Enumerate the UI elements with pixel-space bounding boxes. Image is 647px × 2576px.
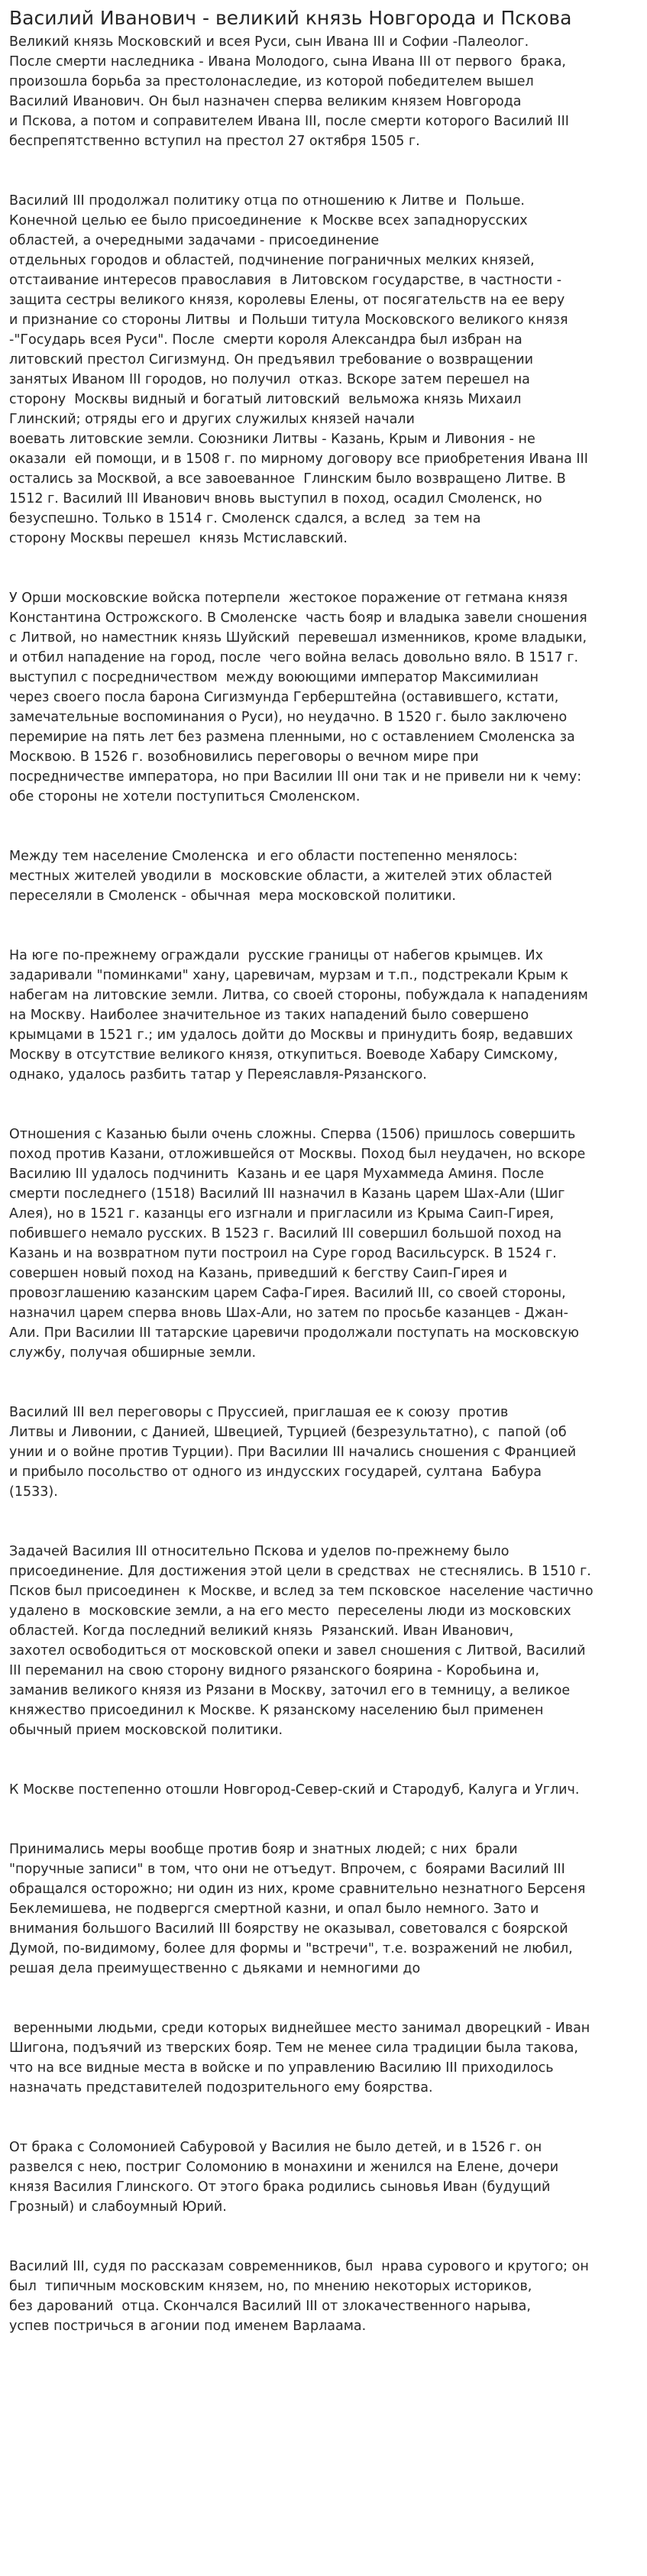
paragraph-marriage: От брака с Соломонией Сабуровой у Василия не было детей, и в 1526 г. он развелся с нею, постриг Соломонию в монахини и женился на Елене, дочери князя Василия Глинского. От этого брака родились сыновья Иван (будущий Грозный) и слабоумный Юрий. — [9, 2140, 559, 2215]
paragraph-gap — [9, 151, 626, 191]
paragraph-character-death: Василий III, судя по рассказам современников, был нрава сурового и крутого; он был типичным московским князем, но, по мнению некоторых историков, без дарований отца. Скончался Василий III от злокачественного нарыва, успев постричься в агонии под именем Варлаама. — [9, 2259, 589, 2334]
paragraph-gap — [9, 1800, 626, 1840]
paragraph-gap — [9, 549, 626, 588]
paragraph-gap — [9, 2217, 626, 2257]
paragraph-gap — [9, 1740, 626, 1780]
paragraph-accession: Великий князь Московский и всея Руси, сын Ивана III и Софии -Палеолог. После смерти наследника - Ивана Молодого, сына Ивана III от первого брака, произошла борьба за престолонаследие, из которой победителем вышел Василий Иванович. Он был назначен сперва великим князем Новгорода и Пскова, а потом и соправителем Ивана III, после смерти которого Василий III беспрепятственно вступил на престол 27 октября 1505 г. — [9, 34, 569, 149]
paragraph-kazan: Отношения с Казанью были очень сложны. Сперва (1506) пришлось совершить поход против Казани, отложившейся от Москвы. Поход был неудачен, но вскоре Василию III удалось подчинить Казань и ее царя Мухаммеда Аминя. После смерти последнего (1518) Василий III назначил в Казань царем Шах-Али (Шиг Алея), но в 1521 г. казанцы его изгнали и пригласили из Крыма Саип-Гирея, побившего немало русских. В 1523 г. Василий III совершил большой поход на Казань и на возвратном пути построил на Суре город Васильсурск. В 1524 г. совершен новый поход на Казань, приведший к бегству Саип-Гирея и провозглашению казанским царем Сафа-Гирея. Василий III, со своей стороны, назначил царем сперва вновь Шах-Али, но затем по просьбе казанцев - Джан- Али. При Василии III татарские царевичи продолжали поступать на московскую службу, получая обширные земли. — [9, 1127, 586, 1361]
paragraph-orsha: У Орши московские войска потерпели жестокое поражение от гетмана князя Константина Острожского. В Смоленске часть бояр и владыка завели сношения с Литвой, но наместник князь Шуйский перевешал изменников, кроме владыки, и отбил нападение на город, после чего война велась довольно вяло. В 1517 г. выступил с посредничеством между воюющими император Максимилиан через своего посла барона Сигизмунда Герберштейна (оставившего, кстати, замечательные воспоминания о Руси), но неудачно. В 1520 г. было заключено перемирие на пять лет без размена пленными, но с оставлением Смоленска за Москвою. В 1526 г. возобновились переговоры о вечном мире при посредничестве императора, но при Василии III они так и не привели ни к чему: обе стороны не хотели поступиться Смоленском. — [9, 591, 587, 804]
paragraph-crimea: На юге по-прежнему ограждали русские границы от набегов крымцев. Их задаривали "поминками" хану, царевичам, мурзам и т.п., подстрекали Крым к набегам на литовские земли. Литва, со своей стороны, побуждала к нападениям на Москву. Наиболее значительное из таких нападений было совершено крымцами в 1521 г.; им удалось дойти до Москвы и принудить бояр, ведавших Москву в отсутствие великого князя, откупиться. Воеводе Хабару Симскому, однако, удалось разбить татар у Переяславля-Рязанского. — [9, 948, 588, 1083]
page-title: Василий Иванович - великий князь Новгорода и Пскова — [9, 7, 572, 29]
paragraph-trusted-people: веренными людьми, среди которых виднейшее место занимал дворецкий - Иван Шигона, подъячий из тверских бояр. Тем не менее сила традиции была такова, что на все видные места в войске и по управлению Василию III приходилось назначать представителей подозрительного ему боярства. — [9, 2021, 590, 2095]
paragraph-foreign-relations: Василий III вел переговоры с Пруссией, приглашая ее к союзу против Литвы и Ливонии, с Данией, Швецией, Турцией (безрезультатно), с папой (об унии и о войне против Турции). При Василии III начались сношения с Францией и прибыло посольство от одного из индусских государей, султана Бабура (1533). — [9, 1405, 577, 1500]
paragraph-lithuania-policy: Василий III продолжал политику отца по отношению к Литве и Польше. Конечной целью ее было присоединение к Москве всех западнорусских областей, а очередными задачами - присоединение отдельных городов и областей, подчинение пограничных мелких князей, отстаивание интересов православия в Литовском государстве, в частности - защита сестры великого князя, королевы Елены, от посягательств на ее веру и признание со стороны Литвы и Польши титула Московского великого князя -"Государь всея Руси". После смерти короля Александра был избран на литовский престол Сигизмунд. Он предъявил требование о возвращении занятых Иваном III городов, но получил отказ. Вскоре затем перешел на сторону Москвы видный и богатый литовский вельможа князь Михаил Глинский; отряды его и других служилых князей начали воевать литовские земли. Союзники Литвы - Казань, Крым и Ливония - не оказали ей помощи, и в 1508 г. по мирному договору все приобретения Ивана III остались за Москвой, а все завоеванное Глинским было возвращено Литве. В 1512 г. Василий III Иванович вновь выступил в поход, осадил Смоленск, но безуспешно. Только в 1514 г. Смоленск сдался, а вслед за тем на сторону Москвы перешел князь Мстиславский. — [9, 193, 588, 546]
paragraph-boyars: Принимались меры вообще против бояр и знатных людей; с них брали "поручные записи" в том, что они не отъедут. Впрочем, с боярами Василий III обращался осторожно; ни один из них, кроме сравнительно незнатного Берсеня Беклемишева, не подвергся смертной казни, и опал было немного. Зато и внимания большого Василий III боярству не оказывал, советовался с боярской Думой, по-видимому, более для формы и "встречи", т.е. возражений не любил, решая дела преимущественно с дьяками и немногими до — [9, 1842, 586, 1976]
paragraph-gap — [9, 2098, 626, 2137]
paragraph-pskov-ryazan: Задачей Василия III относительно Пскова и уделов по-прежнему было присоединение. Для достижения этой цели в средствах не стеснялись. В 1510 г. Псков был присоединен к Москве, и вслед за тем псковское население частично удалено в московские земли, а на его место переселены люди из московских областей. Когда последний великий князь Рязанский. Иван Иванович, захотел освободиться от московской опеки и завел сношения с Литвой, Василий III переманил на свою сторону видного рязанского боярина - Коробьина и, заманив великого князя из Рязани в Москву, заточил его в темницу, а великое княжество присоединил к Москве. К рязанскому населению был применен обычный прием московской политики. — [9, 1544, 594, 1738]
paragraph-smolensk-population: Между тем население Смоленска и его области постепенно менялось: местных жителей уводили в московские области, а жителей этих областей переселяли в Смоленск - обычная мера московской политики. — [9, 849, 552, 904]
paragraph-annexations: К Москве постепенно отошли Новгород-Север-ский и Стародуб, Калуга и Углич. — [9, 1782, 580, 1798]
paragraph-gap — [9, 1085, 626, 1125]
paragraph-gap — [9, 1502, 626, 1542]
paragraph-gap — [9, 1979, 626, 2018]
paragraph-gap — [9, 1363, 626, 1403]
paragraph-gap — [9, 906, 626, 946]
paragraph-gap — [9, 807, 626, 846]
